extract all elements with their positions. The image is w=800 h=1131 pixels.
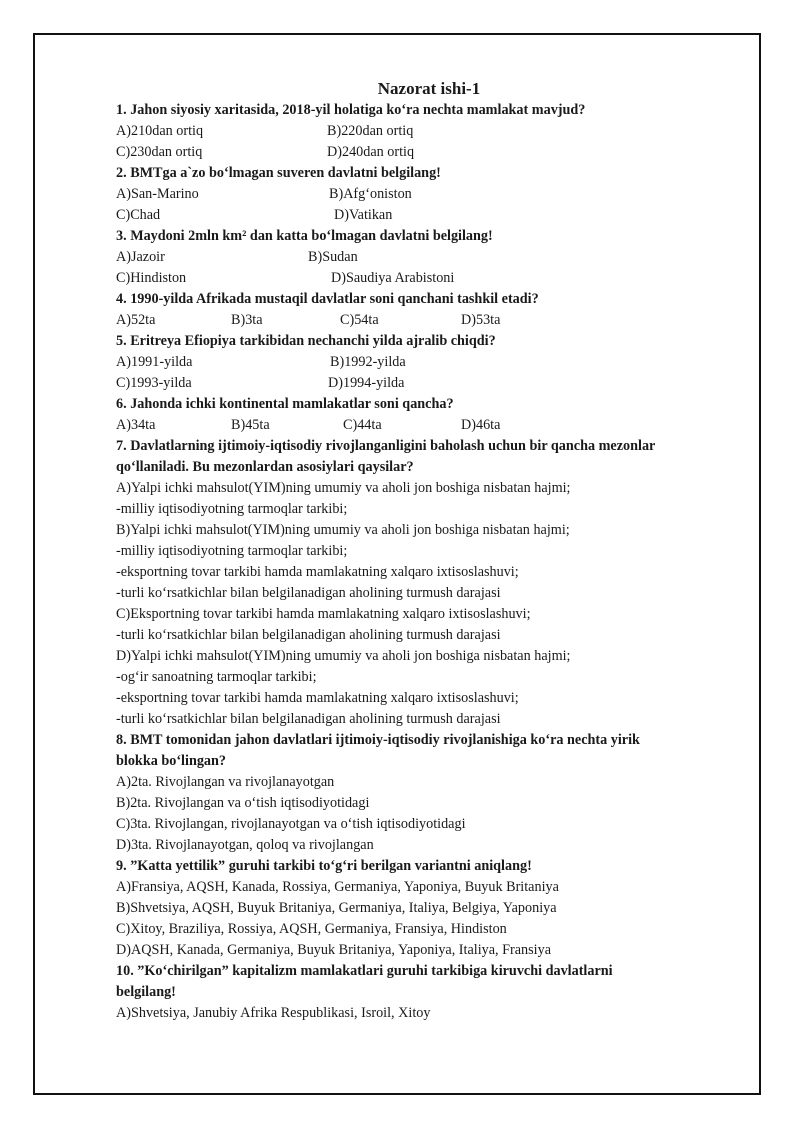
option-c: C)230dan ortiq [116,144,203,160]
answer-line: B)2ta. Rivojlangan va o‘tish iqtisodiyotidagi [116,795,370,811]
option-c: C)54ta [340,312,379,328]
option-a: A)Jazoir [116,249,165,265]
answer-line: -turli ko‘rsatkichlar bilan belgilanadigan aholining turmush darajasi [116,585,501,601]
option-b: B)3ta [231,312,263,328]
answer-line: -milliy iqtisodiyotning tarmoqlar tarkibi; [116,543,348,559]
options-row [116,184,746,205]
answer-line: B)Shvetsiya, AQSH, Buyuk Britaniya, Germaniya, Italiya, Belgiya, Yaponiya [116,900,557,916]
question-3: 3. Maydoni 2mln km² dan katta bo‘lmagan davlatni belgilang! [116,228,493,244]
options-row [116,205,746,226]
option-a: A)210dan ortiq [116,123,204,139]
option-d: D)46ta [461,417,501,433]
answer-line: A)Shvetsiya, Janubiy Afrika Respublikasi, Isroil, Xitoy [116,1005,431,1021]
answer-line: A)Fransiya, AQSH, Kanada, Rossiya, Germaniya, Yaponiya, Buyuk Britaniya [116,879,559,895]
question-6: 6. Jahonda ichki kontinental mamlakatlar soni qancha? [116,396,454,412]
options-row [116,310,746,331]
option-b: B)1992-yilda [330,354,406,370]
option-b: B)Sudan [308,249,358,265]
answer-line: B)Yalpi ichki mahsulot(YIM)ning umumiy va aholi jon boshiga nisbatan hajmi; [116,522,570,538]
options-row [116,247,746,268]
document-body [116,79,746,1024]
answer-line: A)2ta. Rivojlangan va rivojlanayotgan [116,774,335,790]
answer-line: -og‘ir sanoatning tarmoqlar tarkibi; [116,669,317,685]
option-d: D)240dan ortiq [327,144,415,160]
answer-line: D)Yalpi ichki mahsulot(YIM)ning umumiy va aholi jon boshiga nisbatan hajmi; [116,648,571,664]
option-d: D)Vatikan [334,207,393,223]
answer-line: A)Yalpi ichki mahsulot(YIM)ning umumiy va aholi jon boshiga nisbatan hajmi; [116,480,571,496]
answer-line: -eksportning tovar tarkibi hamda mamlakatning xalqaro ixtisoslashuvi; [116,564,519,580]
answer-line: -turli ko‘rsatkichlar bilan belgilanadigan aholining turmush darajasi [116,711,501,727]
option-d: D)Saudiya Arabistoni [331,270,455,286]
document-title: Nazorat ishi-1 [377,79,481,98]
option-c: C)44ta [343,417,382,433]
option-d: D)1994-yilda [328,375,405,391]
options-row [116,268,746,289]
answer-line: C)Eksportning tovar tarkibi hamda mamlakatning xalqaro ixtisoslashuvi; [116,606,531,622]
question-8-continued: blokka bo‘lingan? [116,753,227,769]
answer-line: C)3ta. Rivojlangan, rivojlanayotgan va o‘tish iqtisodiyotidagi [116,816,466,832]
question-4: 4. 1990-yilda Afrikada mustaqil davlatlar soni qanchani tashkil etadi? [116,291,539,307]
question-5: 5. Eritreya Efiopiya tarkibidan nechanchi yilda ajralib chiqdi? [116,333,496,349]
answer-line: -turli ko‘rsatkichlar bilan belgilanadigan aholining turmush darajasi [116,627,501,643]
options-row [116,352,746,373]
answer-line: -milliy iqtisodiyotning tarmoqlar tarkibi; [116,501,348,517]
question-2: 2. BMTga a`zo bo‘lmagan suveren davlatni belgilang! [116,165,441,181]
option-a: A)San-Marino [116,186,199,202]
options-row [116,415,746,436]
question-9: 9. ”Katta yettilik” guruhi tarkibi to‘g‘ri berilgan variantni aniqlang! [116,858,532,874]
question-1: 1. Jahon siyosiy xaritasida, 2018-yil holatiga ko‘ra nechta mamlakat mavjud? [116,102,586,118]
option-a: A)52ta [116,312,156,328]
answer-line: C)Xitoy, Braziliya, Rossiya, AQSH, Germaniya, Fransiya, Hindiston [116,921,507,937]
option-c: C)Hindiston [116,270,187,286]
option-b: B)45ta [231,417,270,433]
options-row [116,373,746,394]
option-d: D)53ta [461,312,501,328]
answer-line: D)3ta. Rivojlanayotgan, qoloq va rivojlangan [116,837,374,853]
answer-line: -eksportning tovar tarkibi hamda mamlakatning xalqaro ixtisoslashuvi; [116,690,519,706]
question-8: 8. BMT tomonidan jahon davlatlari ijtimoiy-iqtisodiy rivojlanishiga ko‘ra nechta yirik [116,732,640,748]
answer-line: D)AQSH, Kanada, Germaniya, Buyuk Britaniya, Yaponiya, Italiya, Fransiya [116,942,551,958]
options-row [116,142,746,163]
option-a: A)34ta [116,417,156,433]
options-row [116,121,746,142]
option-b: B)220dan ortiq [327,123,414,139]
option-a: A)1991-yilda [116,354,193,370]
question-10: 10. ”Ko‘chirilgan” kapitalizm mamlakatlari guruhi tarkibiga kiruvchi davlatlarni [116,963,613,979]
question-7-continued: qo‘llaniladi. Bu mezonlardan asosiylari qaysilar? [116,459,414,475]
option-c: C)1993-yilda [116,375,192,391]
question-10-continued: belgilang! [116,984,176,1000]
option-c: C)Chad [116,207,161,223]
option-b: B)Afg‘oniston [329,186,412,202]
question-7: 7. Davlatlarning ijtimoiy-iqtisodiy rivojlanganligini baholash uchun bir qancha mezonlar [116,438,656,454]
